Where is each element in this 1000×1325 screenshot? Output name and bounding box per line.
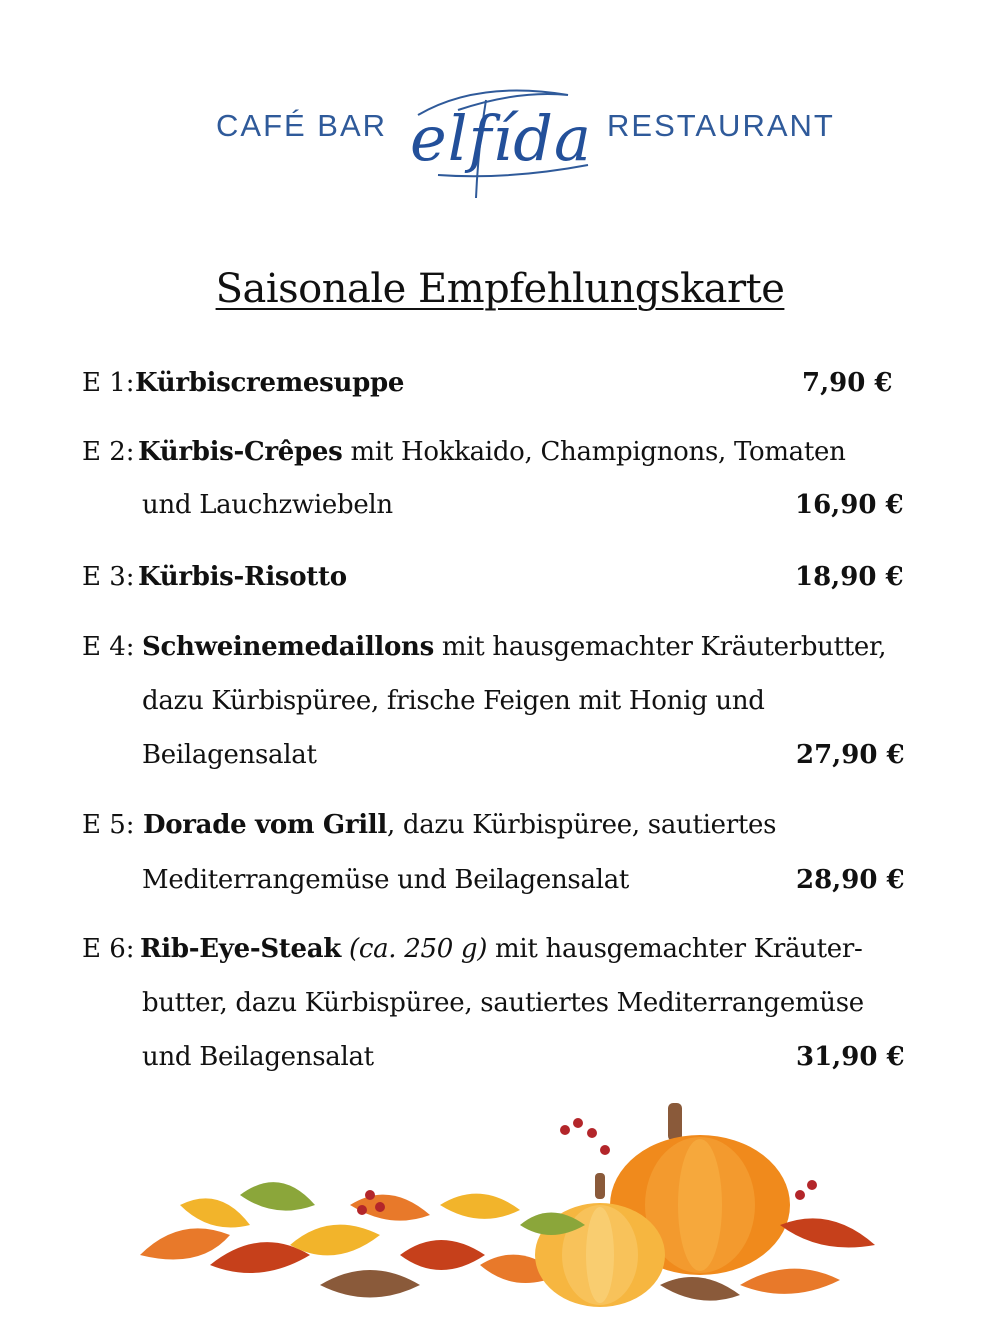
menu-item-line — [135, 368, 404, 398]
menu-item-price: 18,90 € — [795, 562, 904, 592]
menu-item-name: Dorade vom Grill — [143, 810, 387, 840]
menu-item-description-line: Beilagensalat — [142, 740, 317, 770]
menu-item-description: mit hausgemachter Kräuter- — [487, 934, 863, 964]
menu-item-line — [140, 934, 862, 964]
menu-item-line — [143, 810, 776, 840]
menu-item-description-line: butter, dazu Kürbispüree, sautiertes Mediterrangemüse — [142, 988, 864, 1018]
menu-item-description-line: dazu Kürbispüree, frische Feigen mit Honig und — [142, 686, 765, 716]
menu-item-code: E 6: — [82, 934, 135, 964]
menu-item-name: Kürbiscremesuppe — [135, 368, 405, 398]
menu-item-description-line: und Lauchzwiebeln — [142, 490, 393, 520]
menu-item-price: 31,90 € — [796, 1042, 905, 1072]
logo-script: elfída — [410, 102, 592, 175]
menu-item-code: E 4: — [82, 632, 135, 662]
menu-item-name: Rib-Eye-Steak — [140, 934, 342, 964]
menu-item-description: mit hausgemachter Kräuterbutter, — [433, 632, 887, 662]
menu-item-code: E 5: — [82, 810, 135, 840]
menu-item-line — [142, 632, 886, 662]
menu-item-name: Kürbis-Crêpes — [138, 437, 343, 467]
menu-item-description-line: und Beilagensalat — [142, 1042, 374, 1072]
menu-item-line — [138, 562, 347, 592]
menu-item-line — [138, 437, 846, 467]
menu-item-code: E 1: — [82, 368, 135, 398]
logo — [0, 70, 1000, 210]
menu-item-code: E 3: — [82, 562, 135, 592]
menu-item-price: 16,90 € — [795, 490, 904, 520]
menu-item-name: Schweinemedaillons — [142, 632, 434, 662]
menu-item-name: Kürbis-Risotto — [138, 562, 347, 592]
menu-item-weight: (ca. 250 g) — [341, 934, 488, 964]
menu-item-description-line: Mediterrangemüse und Beilagensalat — [142, 865, 630, 895]
leaf-icon — [140, 1182, 560, 1297]
logo-left-text: CAFÉ BAR — [216, 108, 388, 143]
menu-item-description: , dazu Kürbispüree, sautiertes — [386, 810, 777, 840]
menu-item-price: 27,90 € — [796, 740, 905, 770]
menu-item-code: E 2: — [82, 437, 135, 467]
menu-item-price: 28,90 € — [796, 865, 905, 895]
logo-right-text: RESTAURANT — [607, 108, 835, 143]
menu-item-description: mit Hokkaido, Champignons, Tomaten — [342, 437, 846, 467]
autumn-pumpkins-leaves-illustration — [140, 1095, 880, 1315]
menu-item-price: 7,90 € — [802, 368, 893, 398]
page-title: Saisonale Empfehlungskarte — [215, 266, 785, 312]
